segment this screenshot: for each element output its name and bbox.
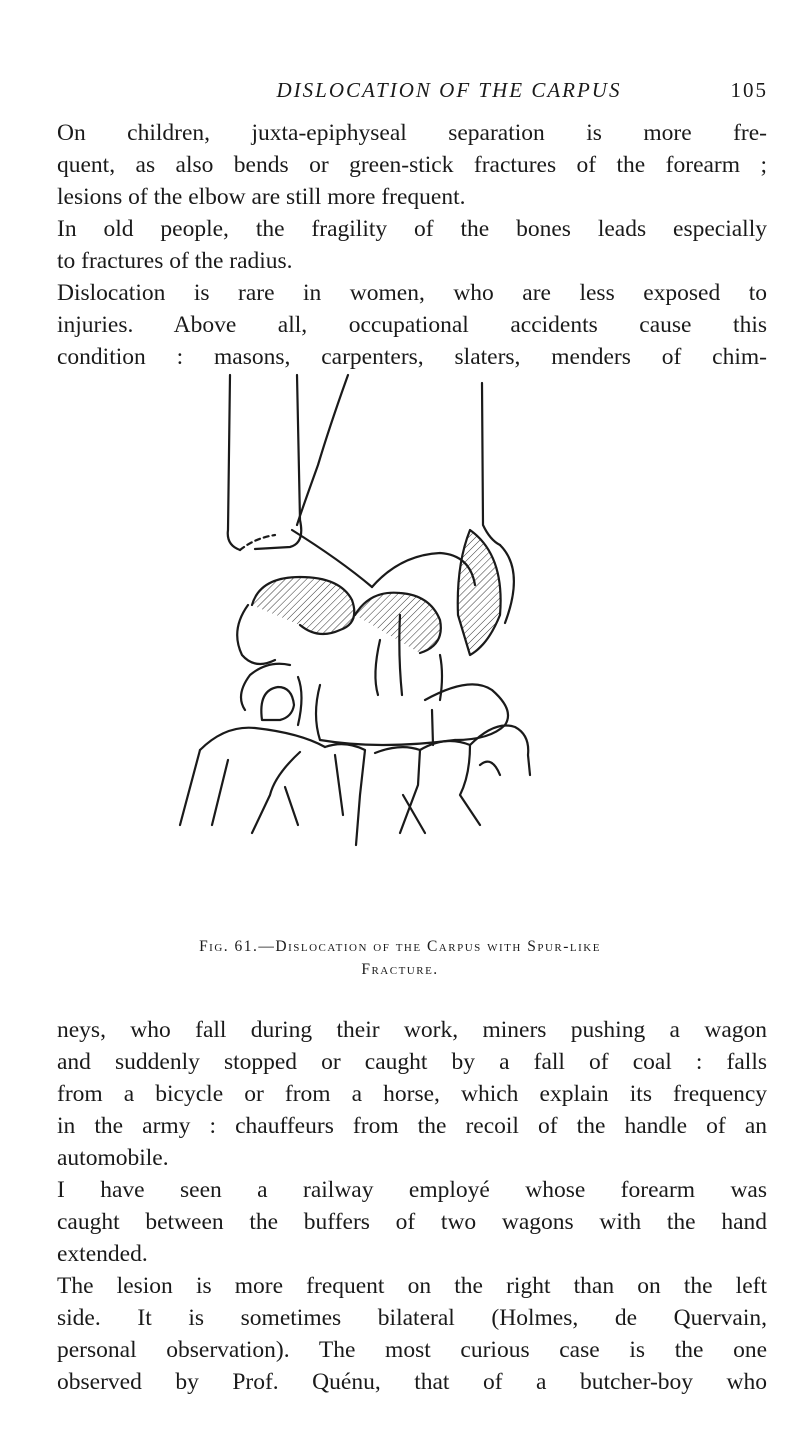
running-head: [100, 78, 768, 112]
caption-line-1: Fig. 61.—Dislocation of the Carpus with Spur-like: [199, 938, 601, 955]
text-line: The lesion is more frequent on the right than on the left: [57, 1273, 767, 1299]
text-line: side. It is sometimes bilateral (Holmes, de Quervain,: [57, 1305, 767, 1331]
text-line: caught between the buffers of two wagons with the hand: [57, 1209, 767, 1235]
caption-line-2: Fracture.: [361, 961, 439, 978]
text-line: injuries. Above all, occupational accidents cause this: [57, 312, 767, 338]
text-line: neys, who fall during their work, miners pushing a wagon: [57, 1017, 767, 1043]
text-line: On children, juxta-epiphyseal separation is more fre-: [57, 120, 767, 146]
text-line: In old people, the fragility of the bones leads especially: [57, 216, 767, 242]
text-line: in the army : chauffeurs from the recoil of the handle of an: [57, 1113, 767, 1139]
body-text-bottom: [57, 1014, 767, 1398]
text-line: to fractures of the radius.: [57, 248, 293, 274]
text-line: Dislocation is rare in women, who are less exposed to: [57, 280, 767, 306]
text-line: I have seen a railway employé whose forearm was: [57, 1177, 767, 1203]
text-line: extended.: [57, 1241, 148, 1267]
page-number: 105: [730, 78, 768, 102]
text-line: condition : masons, carpenters, slaters, menders of chim-: [57, 344, 767, 370]
text-line: from a bicycle or from a horse, which explain its frequency: [57, 1081, 767, 1107]
figure-caption: [0, 935, 800, 981]
text-line: lesions of the elbow are still more frequent.: [57, 184, 466, 210]
carpus-dislocation-figure: [0, 355, 800, 875]
text-line: observed by Prof. Quénu, that of a butcher-boy who: [57, 1369, 767, 1395]
text-line: quent, as also bends or green-stick fractures of the forearm ;: [57, 152, 767, 178]
text-line: and suddenly stopped or caught by a fall of coal : falls: [57, 1049, 767, 1075]
text-line: automobile.: [57, 1145, 169, 1171]
running-title: DISLOCATION OF THE CARPUS: [276, 78, 622, 102]
body-text-top: [57, 117, 767, 373]
text-line: personal observation). The most curious case is the one: [57, 1337, 767, 1363]
